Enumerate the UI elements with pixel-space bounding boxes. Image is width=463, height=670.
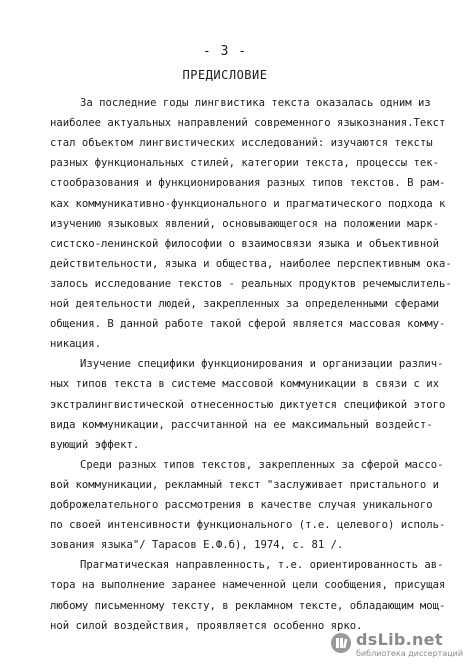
section-heading: ПРЕДИСЛОВИЕ [182,68,268,82]
watermark-site-name: dsLib.net [356,630,443,649]
text-line: действительности, языка и общества, наиболее перспективным ока- [50,258,452,270]
text-line: любому письменному тексту, в рекламном тексте, обладающим мощ- [50,600,446,612]
text-line: ках коммуникативно-функционального и прагматического подхода к [50,198,446,210]
text-line: ной силой воздействия, проявляется особенно ярко. [50,620,363,632]
text-line: ной деятельности людей, закрепленных за определенными сферами [50,298,440,310]
text-line: систско-ленинской философии о взаимосвязи языка и объективной [50,238,440,250]
text-line: залось исследование текстов - реальных продуктов речемыслитель- [50,278,452,290]
dslib-logo-icon [330,632,352,654]
text-line: доброжелательного рассмотрения в качестве случая уникального [50,499,433,511]
text-line: разных функциональных стилей, категории текста, процессы тек- [50,157,440,169]
text-line: экстралингвистической отнесенностью диктуется спецификой этого [50,399,446,411]
text-line: никация. [50,338,102,350]
text-line: вида коммуникации, рассчитанной на ее максимальный воздейст- [50,419,433,431]
text-line: тора на выполнение заранее намеченной цели сообщения, присущая [50,579,446,591]
text-line: зования языка"/ Тарасов Е.Ф.б), 1974, с. 81 /. [50,539,344,551]
text-line: ных типов текста в системе массовой коммуникации в связи с их [50,378,440,390]
watermark [330,630,463,662]
watermark-subtitle: библиотека диссертаций [356,649,463,658]
text-line: Изучение специфики функционирования и организации различ- [80,358,444,370]
text-line: общения. В данной работе такой сферой является массовая комму- [50,318,446,330]
text-line: изучению языковых явлений, основывающегося на положении марк- [50,218,440,230]
text-line: Среди разных типов текстов, закрепленных за сферой массо- [80,459,444,471]
text-line: стообразования и функционирования разных типов текстов. В рам- [50,177,446,189]
text-line: вой коммуникации, рекламный текст "заслуживает пристального и [50,479,440,491]
text-line: вующий эффект. [50,439,140,451]
text-line: Прагматическая направленность, т.е. ориентированность ав- [80,559,444,571]
text-line: наиболее актуальных направлений современного языкознания.Текст [50,117,446,129]
text-line: За последние годы лингвистика текста оказалась одним из [80,97,431,109]
text-line: стал объектом лингвистических исследований: изучаются тексты [50,137,433,149]
text-line: по своей интенсивности функционального (т.е. целевого) исполь- [50,519,446,531]
page-number: - 3 - [202,44,248,59]
